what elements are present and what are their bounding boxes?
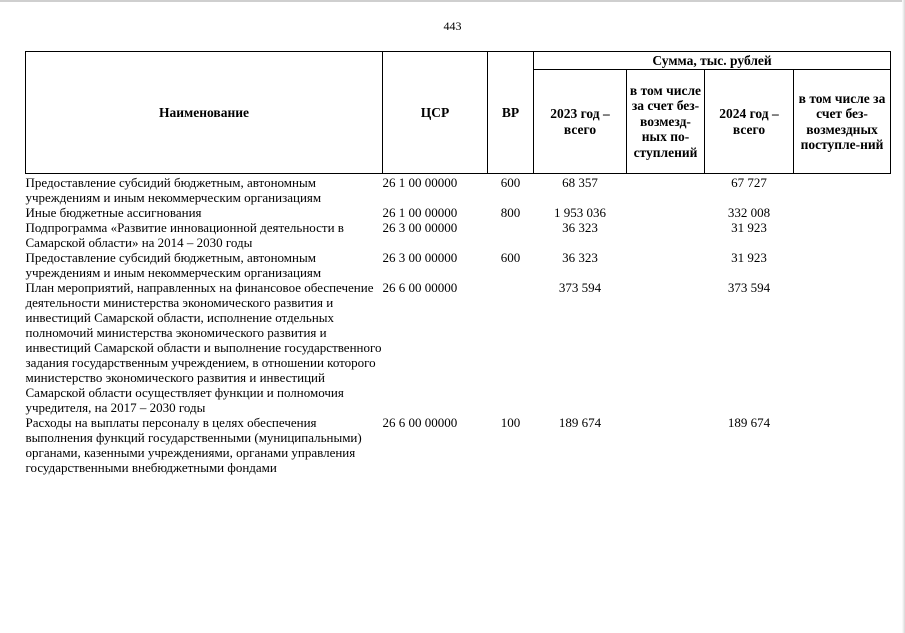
table-row [26,250,891,280]
page-number: 443 [443,19,462,33]
table-row [26,174,891,206]
table-row [26,280,891,415]
header-vr: ВР [488,52,534,174]
row-csr: 26 3 00 00000 [382,250,458,265]
row-name: Иные бюджетные ассигнования [25,205,202,220]
row-2023-total: 373 594 [558,280,602,295]
row-2024-free [794,220,891,250]
row-2024-free [794,174,891,206]
row-2023-total: 189 674 [558,415,602,430]
row-2024-total: 31 923 [731,220,767,235]
table-body [26,174,891,476]
header-sum-group: Сумма, тыс. рублей [534,52,891,70]
row-csr: 26 3 00 00000 [382,220,458,235]
scan-edge [0,0,905,2]
header-2024-free: в том числе за счет без-возмездных поступле-ний [794,70,891,174]
header-2024-total: 2024 год – всего [705,70,794,174]
row-name: Расходы на выплаты персоналу в целях обеспечения выполнения функций государственными (муниципальными) органами, казенными учреждениями, органами управления государственными внебюджетными фондами [25,415,362,475]
row-2024-free [794,250,891,280]
header-name: Наименование [26,52,383,174]
row-2023-total: 36 323 [562,250,598,265]
header-2023-total: 2023 год – всего [534,70,627,174]
row-vr [488,280,534,415]
row-2024-free [794,205,891,220]
row-2023-free [627,415,705,475]
row-2023-free [627,280,705,415]
row-name: План мероприятий, направленных на финансовое обеспечение деятельности министерства экономического развития и инвестиций Самарской области, исполнение отдельных полномочий министерства экономического развития и инвестиций Самарской области и выполнение государственного задания государственным учреждением, в отношении которого министерство экономического развития и инвестиций Самарской области осуществляет функции и полномочия учредителя, на 2017 – 2030 годы [25,280,382,415]
row-2023-free [627,174,705,206]
row-2023-free [627,250,705,280]
row-vr: 100 [500,415,521,430]
row-csr: 26 1 00 00000 [382,175,458,190]
row-csr: 26 1 00 00000 [382,205,458,220]
row-2024-free [794,280,891,415]
row-2023-free [627,220,705,250]
row-2024-total: 67 727 [731,175,767,190]
budget-table [25,51,891,475]
row-2023-total: 68 357 [562,175,598,190]
table-row [26,205,891,220]
row-2024-total: 189 674 [727,415,771,430]
header-csr: ЦСР [383,52,488,174]
row-vr: 600 [500,250,521,265]
row-2024-total: 373 594 [727,280,771,295]
row-name: Подпрограмма «Развитие инновационной деятельности в Самарской области» на 2014 – 2030 годы [25,220,344,250]
row-2024-total: 31 923 [731,250,767,265]
table-row [26,220,891,250]
table-row [26,415,891,475]
row-2023-free [627,205,705,220]
row-2024-free [794,415,891,475]
row-2023-total: 36 323 [562,220,598,235]
header-2023-free: в том числе за счет без-возмезд-ных по-ступлений [627,70,705,174]
row-2023-total: 1 953 036 [554,205,606,220]
row-csr: 26 6 00 00000 [382,415,458,430]
row-name: Предоставление субсидий бюджетным, автономным учреждениям и иным некоммерческим организациям [25,250,322,280]
row-vr [488,220,534,250]
row-vr: 600 [500,175,521,190]
row-csr: 26 6 00 00000 [382,280,458,295]
row-vr: 800 [500,205,521,220]
row-name: Предоставление субсидий бюджетным, автономным учреждениям и иным некоммерческим организациям [25,175,322,205]
table-header [26,52,891,174]
row-2024-total: 332 008 [727,205,771,220]
